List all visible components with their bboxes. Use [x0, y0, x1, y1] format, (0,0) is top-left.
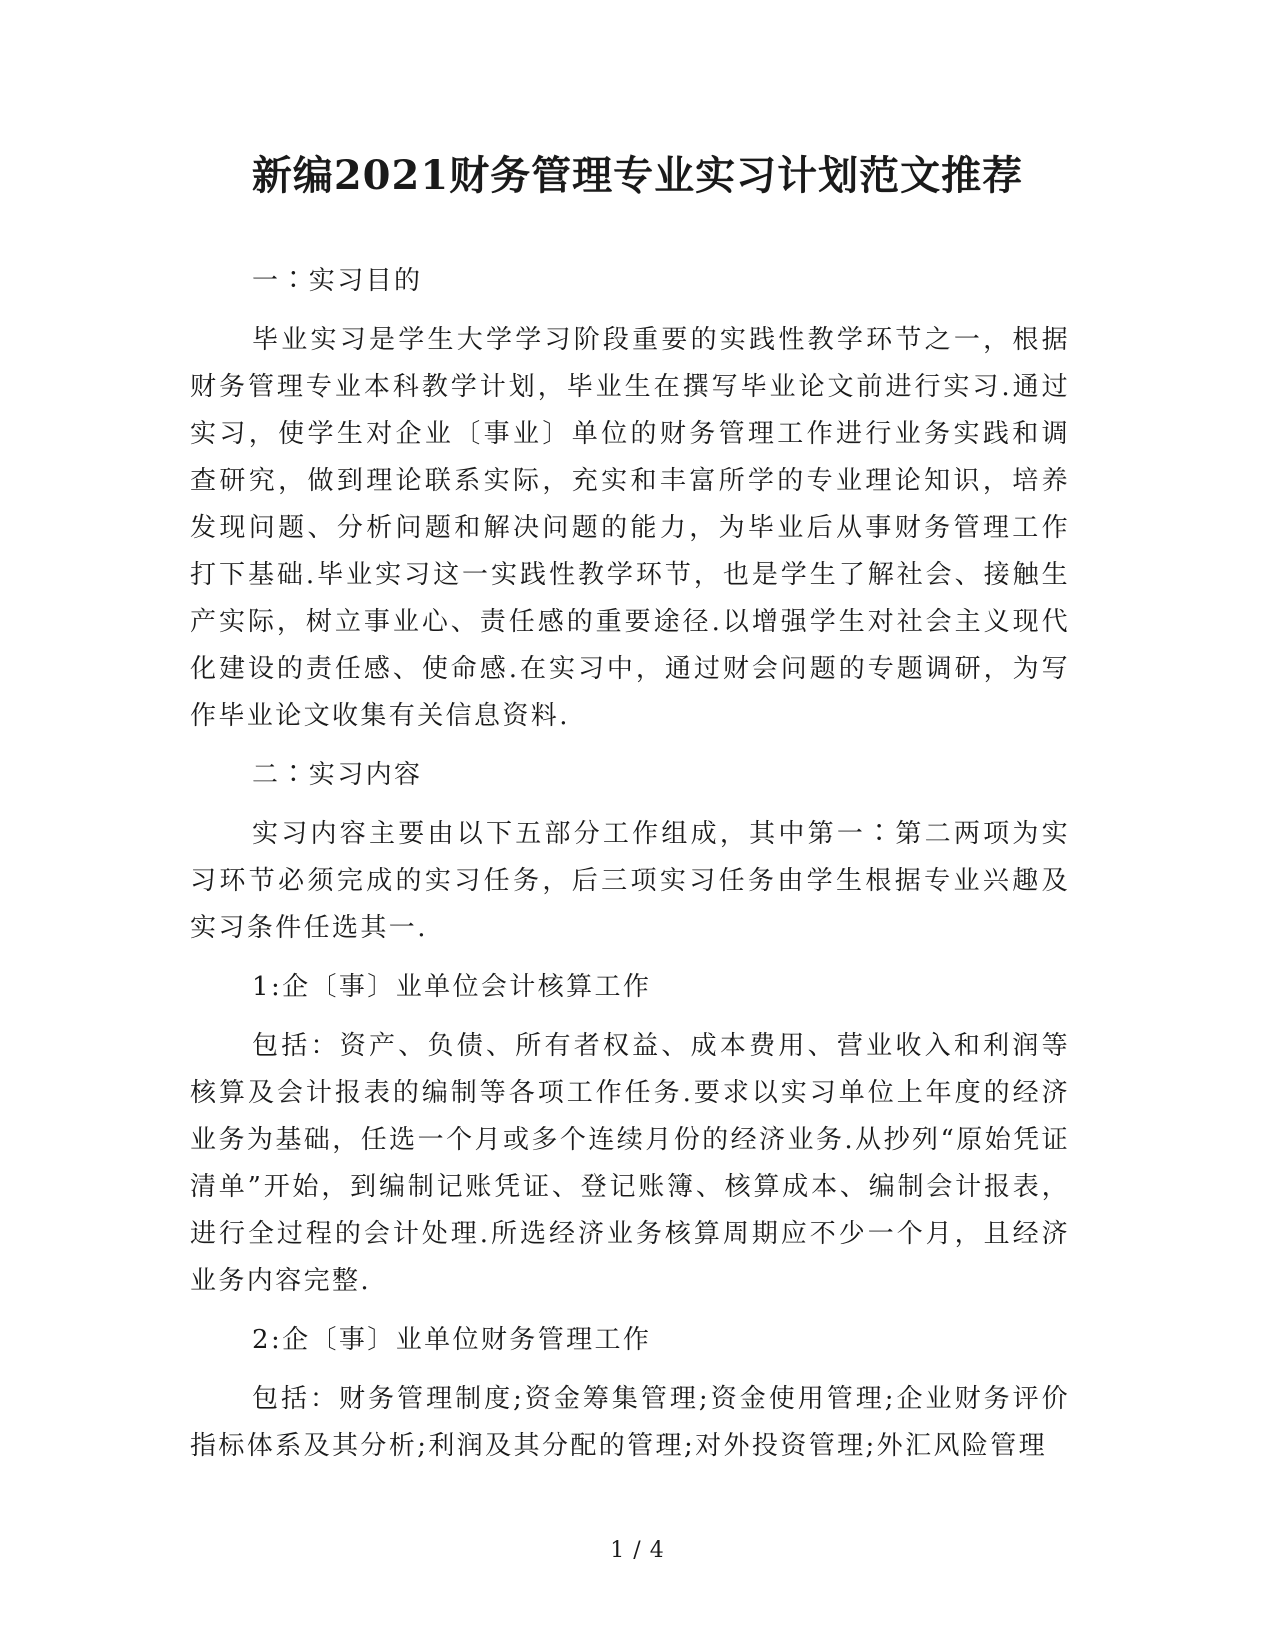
paragraph-finance-management: 包括：财务管理制度;资金筹集管理;资金使用管理;企业财务评价指标体系及其分析;利润及其分配的管理;对外投资管理;外汇风险管理 — [190, 1384, 1070, 1461]
paragraph-content: 实习内容主要由以下五部分工作组成，其中第一∶第二两项为实习环节必须完成的实习任务，后三项实习任务由学生根据专业兴趣及实习条件任选其一. — [190, 819, 1070, 943]
document-title: 新编2021财务管理专业实习计划范文推荐 — [251, 152, 1024, 199]
section-heading-content: 二∶实习内容 — [252, 760, 423, 790]
section-heading-purpose: 一∶实习目的 — [252, 266, 423, 296]
paragraph-accounting: 包括：资产、负债、所有者权益、成本费用、营业收入和利润等核算及会计报表的编制等各项工作任务.要求以实习单位上年度的经济业务为基础，任选一个月或多个连续月份的经济业务.从抄列“原始凭证清单”开始，到编制记账凭证、登记账簿、核算成本、编制会计报表，进行全过程的会计处理.所选经济业务核算周期应不少一个月，且经济业务内容完整. — [190, 1031, 1070, 1296]
document-body — [190, 258, 1070, 1470]
section-heading-finance-management: 2:企〔事〕业单位财务管理工作 — [252, 1325, 652, 1355]
page-number: 1 / 4 — [610, 1538, 665, 1563]
section-heading-accounting: 1:企〔事〕业单位会计核算工作 — [252, 972, 652, 1002]
paragraph-purpose: 毕业实习是学生大学学习阶段重要的实践性教学环节之一，根据财务管理专业本科教学计划，毕业生在撰写毕业论文前进行实习.通过实习，使学生对企业〔事业〕单位的财务管理工作进行业务实践和调查研究，做到理论联系实际，充实和丰富所学的专业理论知识，培养发现问题、分析问题和解决问题的能力，为毕业后从事财务管理工作打下基础.毕业实习这一实践性教学环节，也是学生了解社会、接触生产实际，树立事业心、责任感的重要途径.以增强学生对社会主义现代化建设的责任感、使命感.在实习中，通过财会问题的专题调研，为写作毕业论文收集有关信息资料. — [190, 325, 1070, 731]
